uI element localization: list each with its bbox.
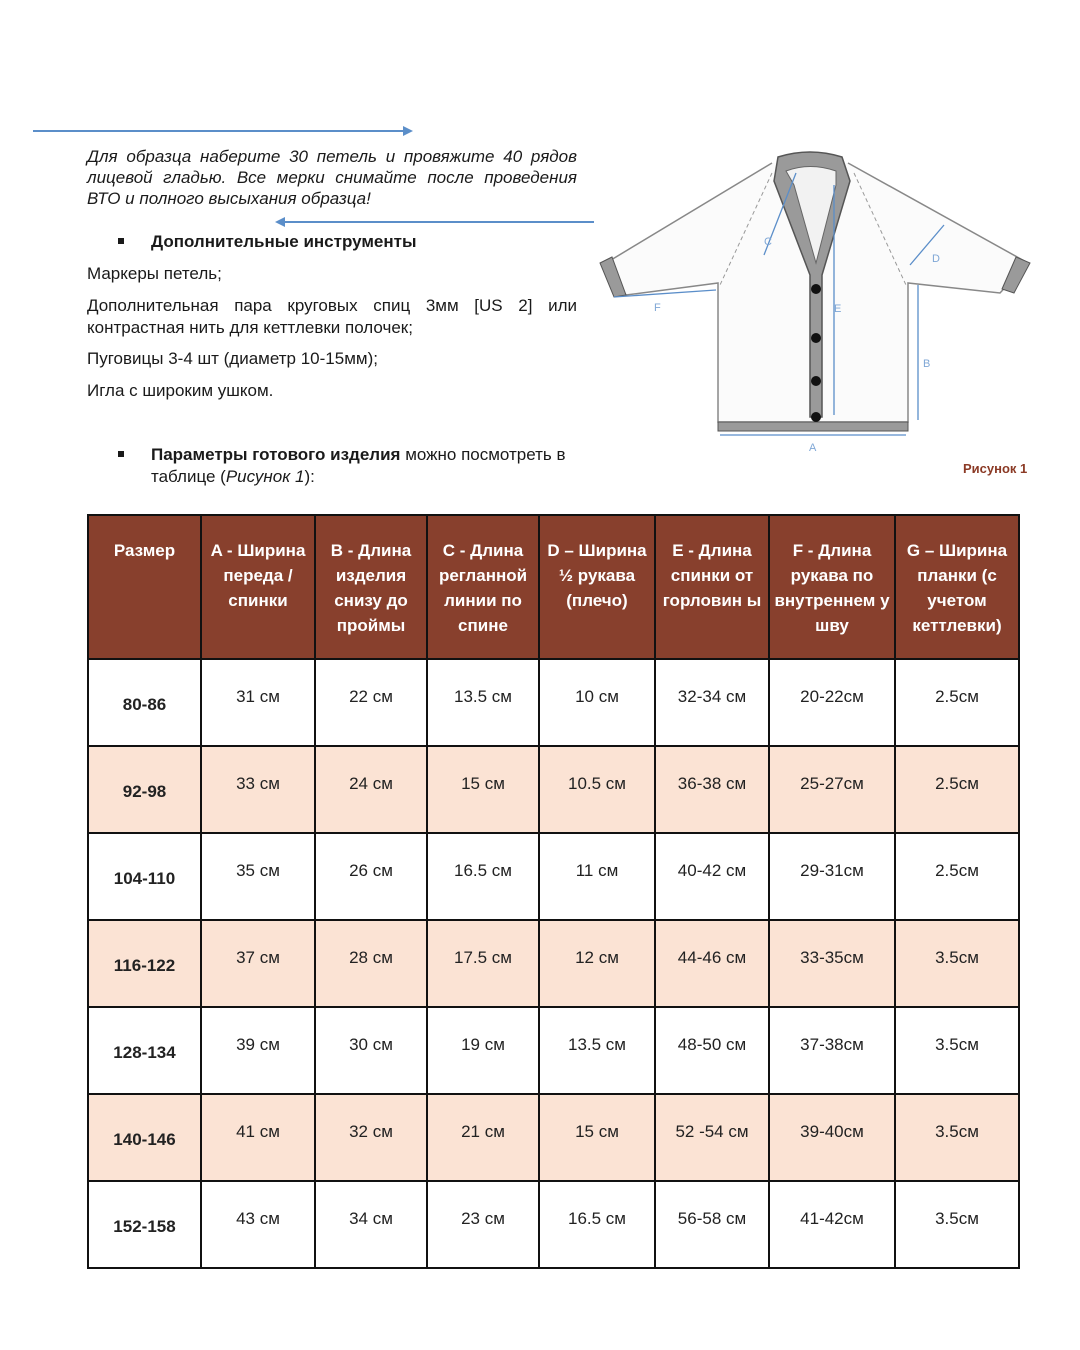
table-cell: 3.5см — [895, 920, 1019, 1007]
table-cell: 41-42см — [769, 1181, 895, 1268]
tools-heading: Дополнительные инструменты — [151, 232, 417, 251]
table-cell: 43 см — [201, 1181, 315, 1268]
table-cell: 33-35см — [769, 920, 895, 1007]
table-cell: 2.5см — [895, 659, 1019, 746]
table-cell: 3.5см — [895, 1007, 1019, 1094]
label-e: E — [834, 303, 842, 315]
table-cell: 35 см — [201, 833, 315, 920]
table-cell: 39 см — [201, 1007, 315, 1094]
table-cell: 15 см — [427, 746, 539, 833]
table-cell: 34 см — [315, 1181, 427, 1268]
table-cell: 16.5 см — [427, 833, 539, 920]
table-row — [88, 833, 1019, 920]
params-note-bold: Параметры готового изделия — [151, 445, 401, 464]
table-cell: 20-22см — [769, 659, 895, 746]
table-cell: 15 см — [539, 1094, 655, 1181]
params-note-end: ): — [304, 467, 315, 486]
table-cell: 3.5см — [895, 1094, 1019, 1181]
table-row — [88, 746, 1019, 833]
gauge-instructions: Для образца наберите 30 петель и провяжите 40 рядов лицевой гладью. Все мерки снимайте после проведения ВТО и полного высыхания образца! — [87, 147, 577, 208]
label-b: B — [923, 358, 931, 370]
table-row — [88, 1007, 1019, 1094]
size-cell: 128-134 — [88, 1007, 201, 1094]
table-cell: 25-27см — [769, 746, 895, 833]
table-cell: 30 см — [315, 1007, 427, 1094]
table-cell: 41 см — [201, 1094, 315, 1181]
table-cell: 37 см — [201, 920, 315, 1007]
table-cell: 37-38см — [769, 1007, 895, 1094]
size-parameters-table — [87, 514, 1020, 1269]
header-cell: Размер — [88, 515, 201, 659]
header-cell: B - Длина изделия снизу до проймы — [315, 515, 427, 659]
label-a: A — [809, 442, 817, 454]
table-cell: 48-50 см — [655, 1007, 769, 1094]
size-cell: 116-122 — [88, 920, 201, 1007]
label-c: C — [764, 236, 772, 248]
table-cell: 22 см — [315, 659, 427, 746]
table-cell: 40-42 см — [655, 833, 769, 920]
table-cell: 52 -54 см — [655, 1094, 769, 1181]
tool-item: Игла с широким ушком. — [87, 381, 274, 400]
table-row — [88, 1181, 1019, 1268]
table-cell: 29-31см — [769, 833, 895, 920]
table-cell: 39-40см — [769, 1094, 895, 1181]
params-note-text: можно посмотреть в таблице ( — [151, 445, 566, 486]
table-cell: 13.5 см — [539, 1007, 655, 1094]
header-cell: C - Длина регланной линии по спине — [427, 515, 539, 659]
table-cell: 28 см — [315, 920, 427, 1007]
header-cell: G – Ширина планки (с учетом кеттлевки) — [895, 515, 1019, 659]
params-note — [151, 444, 581, 488]
table-cell: 32-34 см — [655, 659, 769, 746]
table-row — [88, 1094, 1019, 1181]
params-note-italic: Рисунок 1 — [225, 467, 305, 486]
table-cell: 2.5см — [895, 833, 1019, 920]
bullet-icon — [118, 238, 124, 244]
table-cell: 3.5см — [895, 1181, 1019, 1268]
tool-item: Пуговицы 3-4 шт (диаметр 10-15мм); — [87, 349, 378, 368]
table-cell: 21 см — [427, 1094, 539, 1181]
tool-item: Маркеры петель; — [87, 264, 222, 283]
table-cell: 32 см — [315, 1094, 427, 1181]
size-cell: 92-98 — [88, 746, 201, 833]
table-row — [88, 659, 1019, 746]
table-cell: 26 см — [315, 833, 427, 920]
tool-item: Дополнительная пара круговых спиц 3мм [US 2] или контрастная нить для кеттлевки полочек; — [87, 296, 577, 337]
header-cell: E - Длина спинки от горловин ы — [655, 515, 769, 659]
size-cell: 104-110 — [88, 833, 201, 920]
size-cell: 80-86 — [88, 659, 201, 746]
table-cell: 33 см — [201, 746, 315, 833]
table-cell: 10 см — [539, 659, 655, 746]
table-header-row — [88, 515, 1019, 659]
header-cell: A - Ширина переда /спинки — [201, 515, 315, 659]
table-cell: 11 см — [539, 833, 655, 920]
table-cell: 12 см — [539, 920, 655, 1007]
table-cell: 24 см — [315, 746, 427, 833]
table-cell: 16.5 см — [539, 1181, 655, 1268]
label-d: D — [932, 253, 940, 265]
table-cell: 44-46 см — [655, 920, 769, 1007]
table-cell: 56-58 см — [655, 1181, 769, 1268]
table-cell: 19 см — [427, 1007, 539, 1094]
bullet-icon — [118, 451, 124, 457]
header-cell: D – Ширина ½ рукава (плечо) — [539, 515, 655, 659]
table-cell: 2.5см — [895, 746, 1019, 833]
table-cell: 23 см — [427, 1181, 539, 1268]
table-cell: 13.5 см — [427, 659, 539, 746]
cardigan-schematic — [596, 145, 1036, 460]
size-cell: 140-146 — [88, 1094, 201, 1181]
table-row — [88, 920, 1019, 1007]
label-f: F — [654, 302, 661, 314]
table-cell: 36-38 см — [655, 746, 769, 833]
table-cell: 17.5 см — [427, 920, 539, 1007]
table-cell: 31 см — [201, 659, 315, 746]
header-cell: F - Длина рукава по внутреннем у шву — [769, 515, 895, 659]
size-cell: 152-158 — [88, 1181, 201, 1268]
figure-caption: Рисунок 1 — [963, 461, 1028, 476]
table-cell: 10.5 см — [539, 746, 655, 833]
